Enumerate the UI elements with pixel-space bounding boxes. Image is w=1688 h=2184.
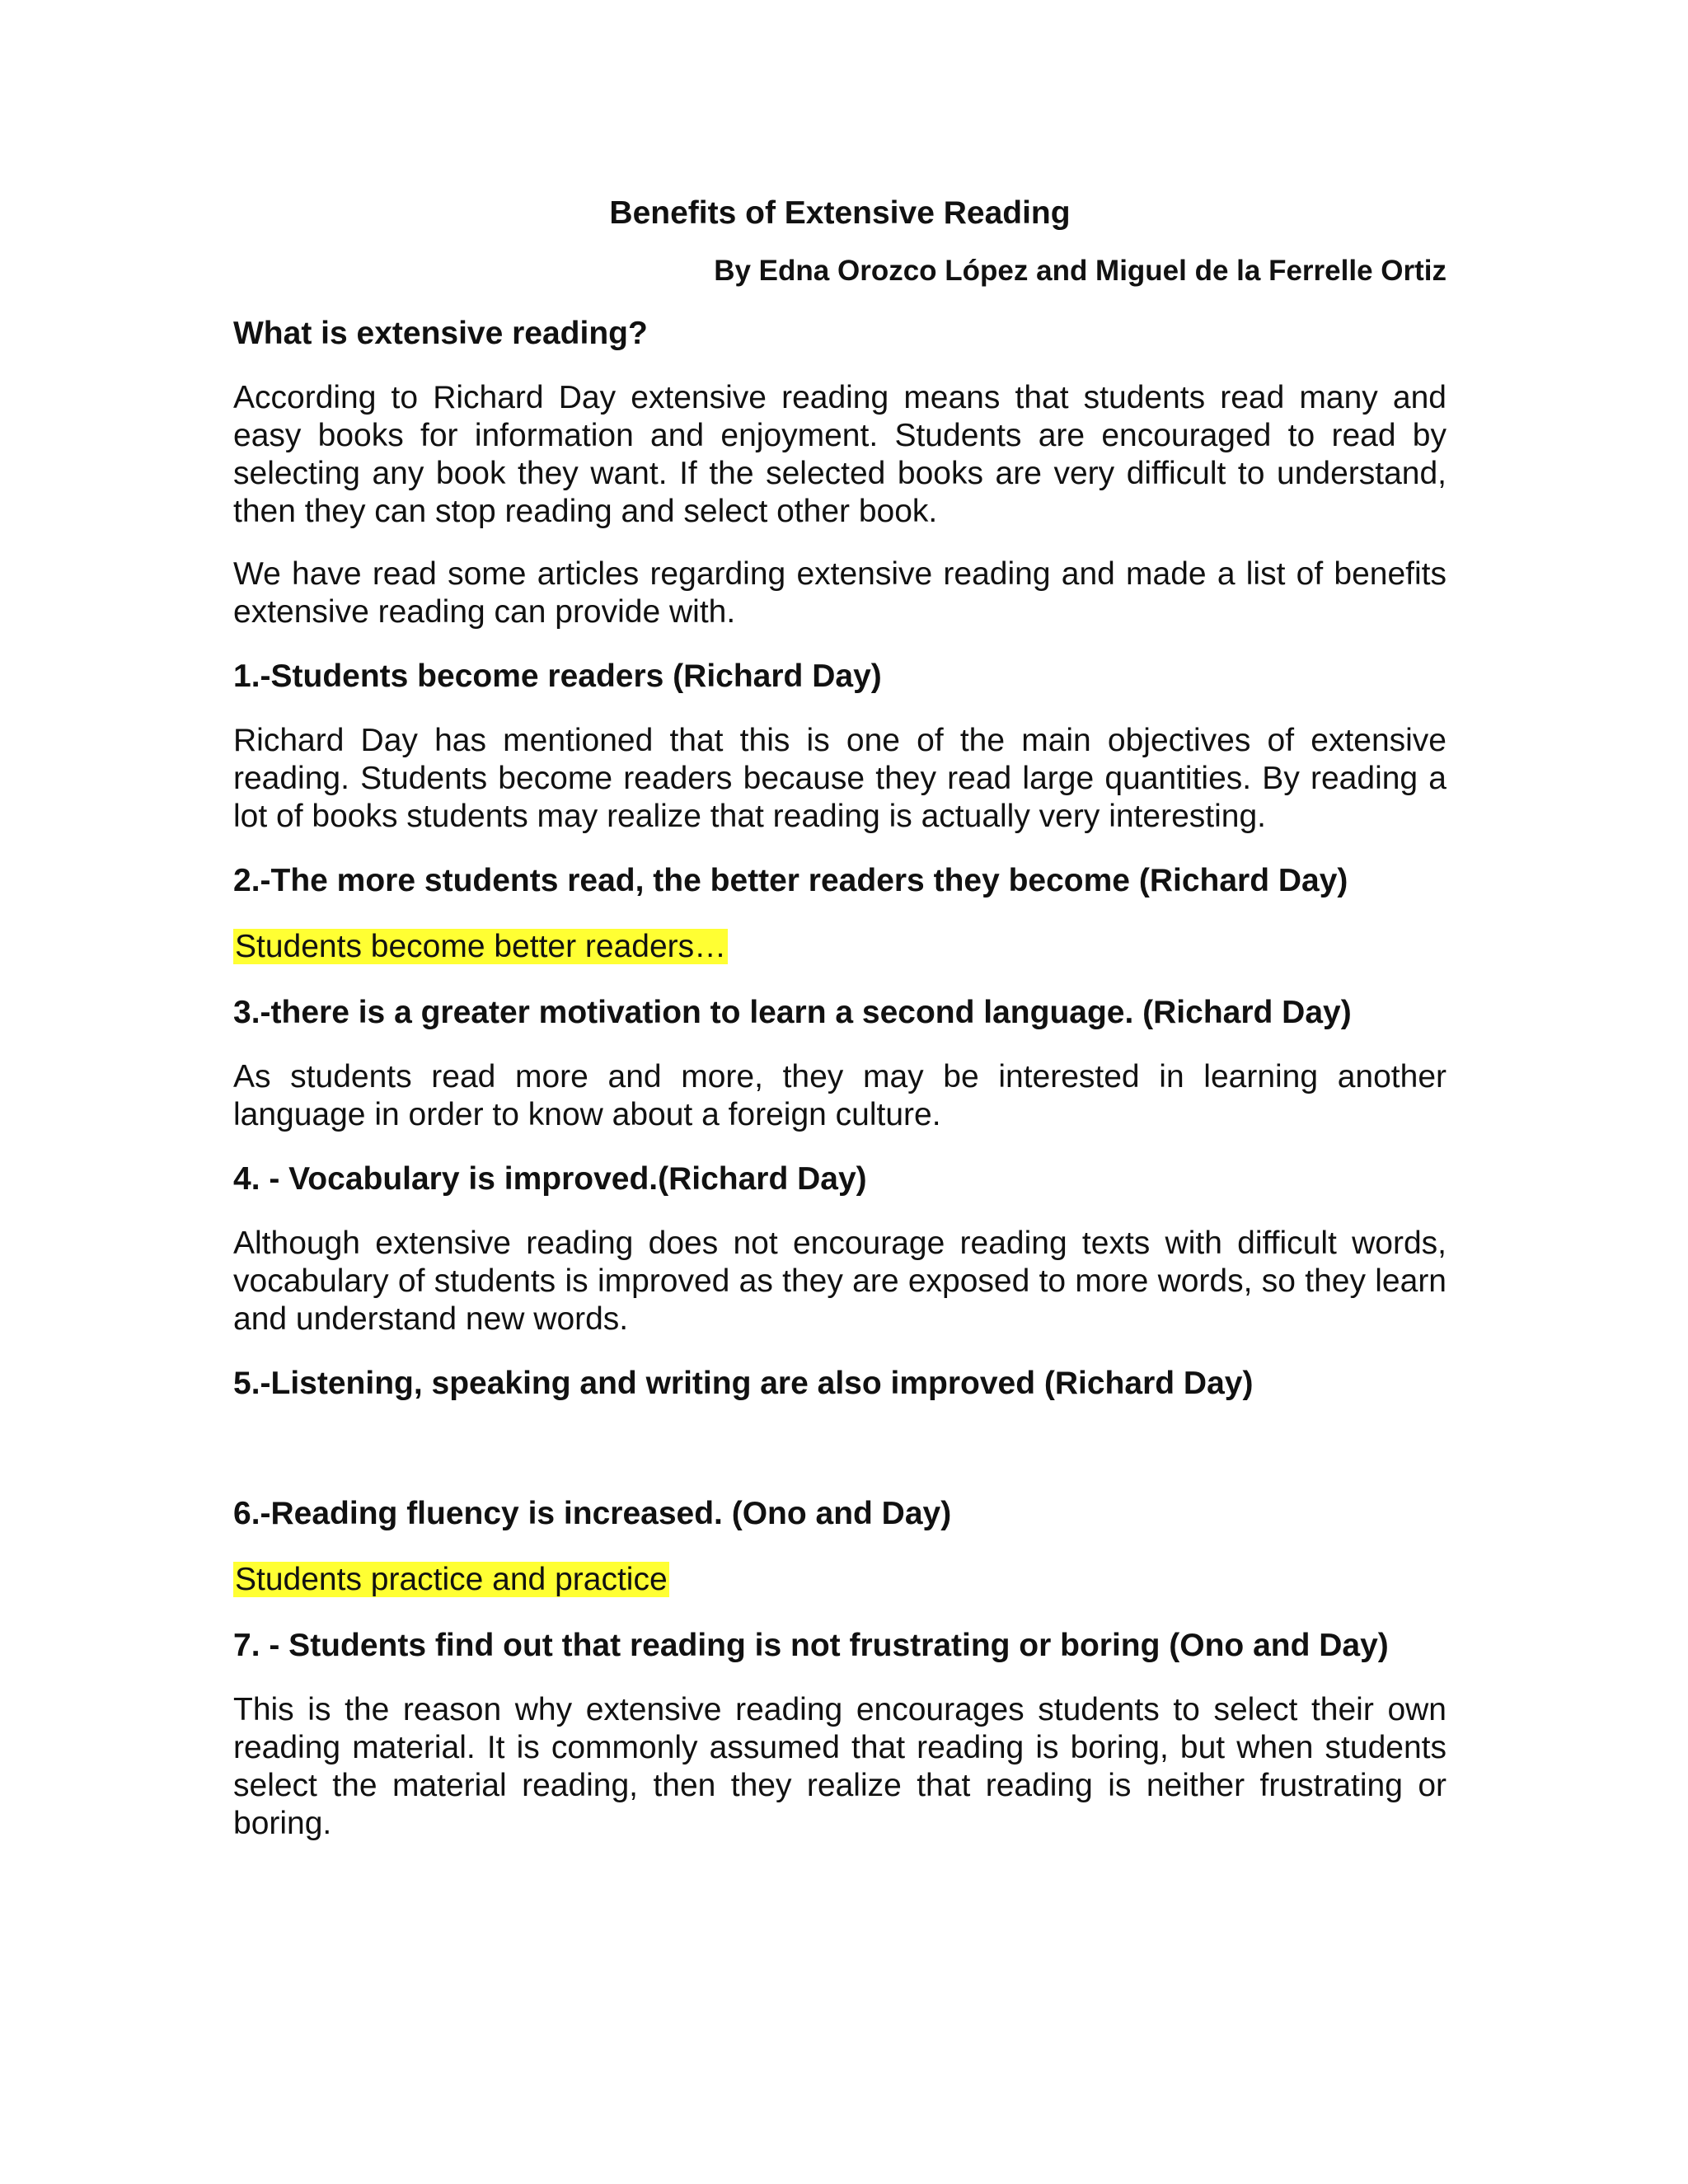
document-page xyxy=(233,191,1447,1868)
benefit-7-text: This is the reason why extensive reading encourages students to select their own reading material. It is commonly assumed that reading is boring, but when students select the material reading, then they realize that reading is neither frustrating or boring. xyxy=(233,1692,1447,1841)
benefit-2-note xyxy=(233,926,1447,968)
benefit-4-heading: 4. - Vocabulary is improved.(Richard Day) xyxy=(233,1161,867,1197)
benefit-7-heading: 7. - Students find out that reading is not frustrating or boring (Ono and Day) xyxy=(233,1628,1389,1663)
benefit-6-note xyxy=(233,1559,1447,1601)
benefit-3-text: As students read more and more, they may be interested in learning another language in order to know about a foreign culture. xyxy=(233,1059,1447,1132)
benefit-3-heading: 3.-there is a greater motivation to learn a second language. (Richard Day) xyxy=(233,995,1352,1030)
benefit-1-text: Richard Day has mentioned that this is one of the main objectives of extensive reading. Students become readers because they read large quantities. By reading a lot of books students may realize that reading is actually very interesting. xyxy=(233,723,1447,834)
benefit-4-text: Although extensive reading does not encourage reading texts with difficult words, vocabulary of students is improved as they are exposed to more words, so they learn and understand new words. xyxy=(233,1226,1447,1337)
benefit-1-heading: 1.-Students become readers (Richard Day) xyxy=(233,658,882,694)
benefit-6-highlight: Students practice and practice xyxy=(235,1562,668,1597)
intro-paragraph-2: We have read some articles regarding extensive reading and made a list of benefits extensive reading can provide with. xyxy=(233,556,1447,630)
benefit-6-heading: 6.-Reading fluency is increased. (Ono and Day) xyxy=(233,1496,952,1531)
intro-heading: What is extensive reading? xyxy=(233,316,648,351)
benefit-2-highlight: Students become better readers… xyxy=(235,929,727,964)
intro-paragraph-1: According to Richard Day extensive reading means that students read many and easy books for information and enjoyment. Students are encouraged to read by selecting any book they want. If the selected books are very difficult to understand, then they can stop reading and select other book. xyxy=(233,380,1447,529)
document-title: Benefits of Extensive Reading xyxy=(609,195,1071,231)
benefit-2-heading: 2.-The more students read, the better readers they become (Richard Day) xyxy=(233,863,1348,898)
document-byline: By Edna Orozco López and Miguel de la Ferrelle Ortiz xyxy=(714,255,1447,287)
benefit-5-heading: 5.-Listening, speaking and writing are also improved (Richard Day) xyxy=(233,1366,1254,1401)
